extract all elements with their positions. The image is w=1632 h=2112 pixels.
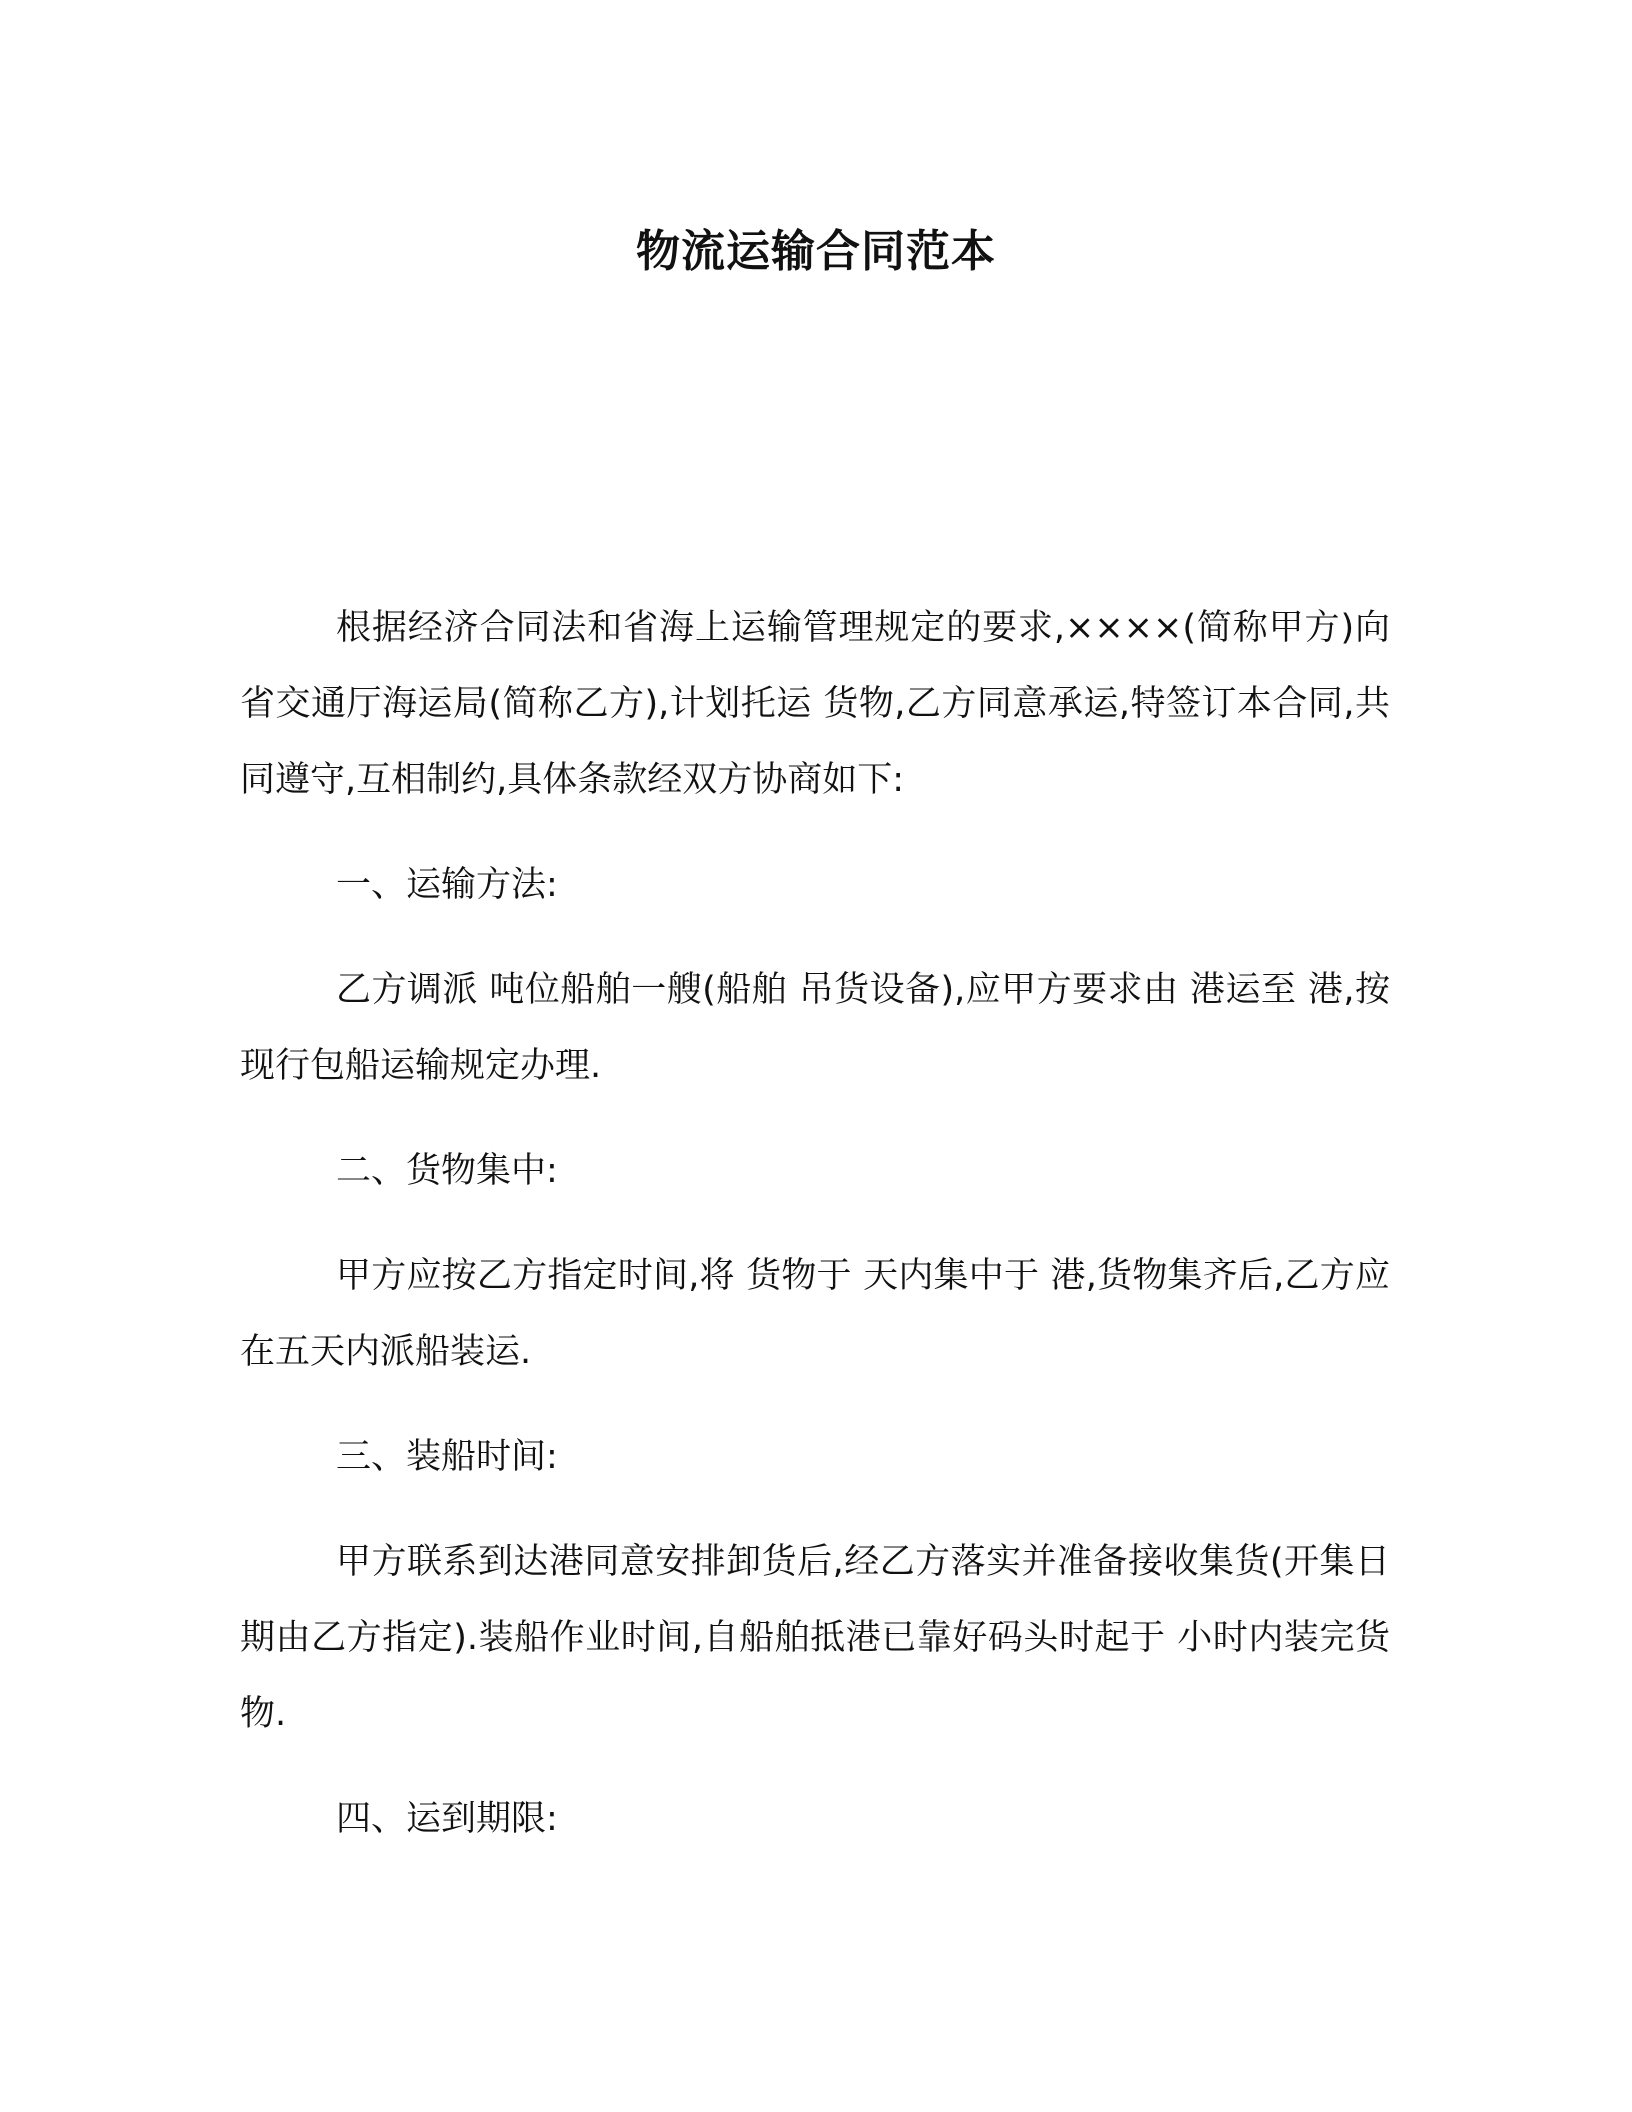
- intro-paragraph: 根据经济合同法和省海上运输管理规定的要求,××××(简称甲方)向省交通厅海运局(简称乙方),计划托运 货物,乙方同意承运,特签订本合同,共同遵守,互相制约,具体条款经双方协商如下:: [240, 608, 1390, 800]
- section-text-3: 甲方联系到达港同意安排卸货后,经乙方落实并准备接收集货(开集日期由乙方指定).装船作业时间,自船舶抵港已靠好码头时起于 小时内装完货物.: [240, 1542, 1390, 1734]
- document-title: 物流运输合同范本: [636, 226, 996, 277]
- section-heading-3: 三、装船时间:: [336, 1437, 558, 1477]
- section-heading-2: 二、货物集中:: [336, 1151, 558, 1191]
- section-text-2: 甲方应按乙方指定时间,将 货物于 天内集中于 港,货物集齐后,乙方应在五天内派船装运.: [240, 1256, 1390, 1372]
- section-text-1: 乙方调派 吨位船舶一艘(船舶 吊货设备),应甲方要求由 港运至 港,按现行包船运输规定办理.: [240, 970, 1390, 1086]
- section-heading-4: 四、运到期限:: [336, 1799, 558, 1839]
- document-body: [240, 590, 1390, 1857]
- section-heading-1: 一、运输方法:: [336, 865, 558, 905]
